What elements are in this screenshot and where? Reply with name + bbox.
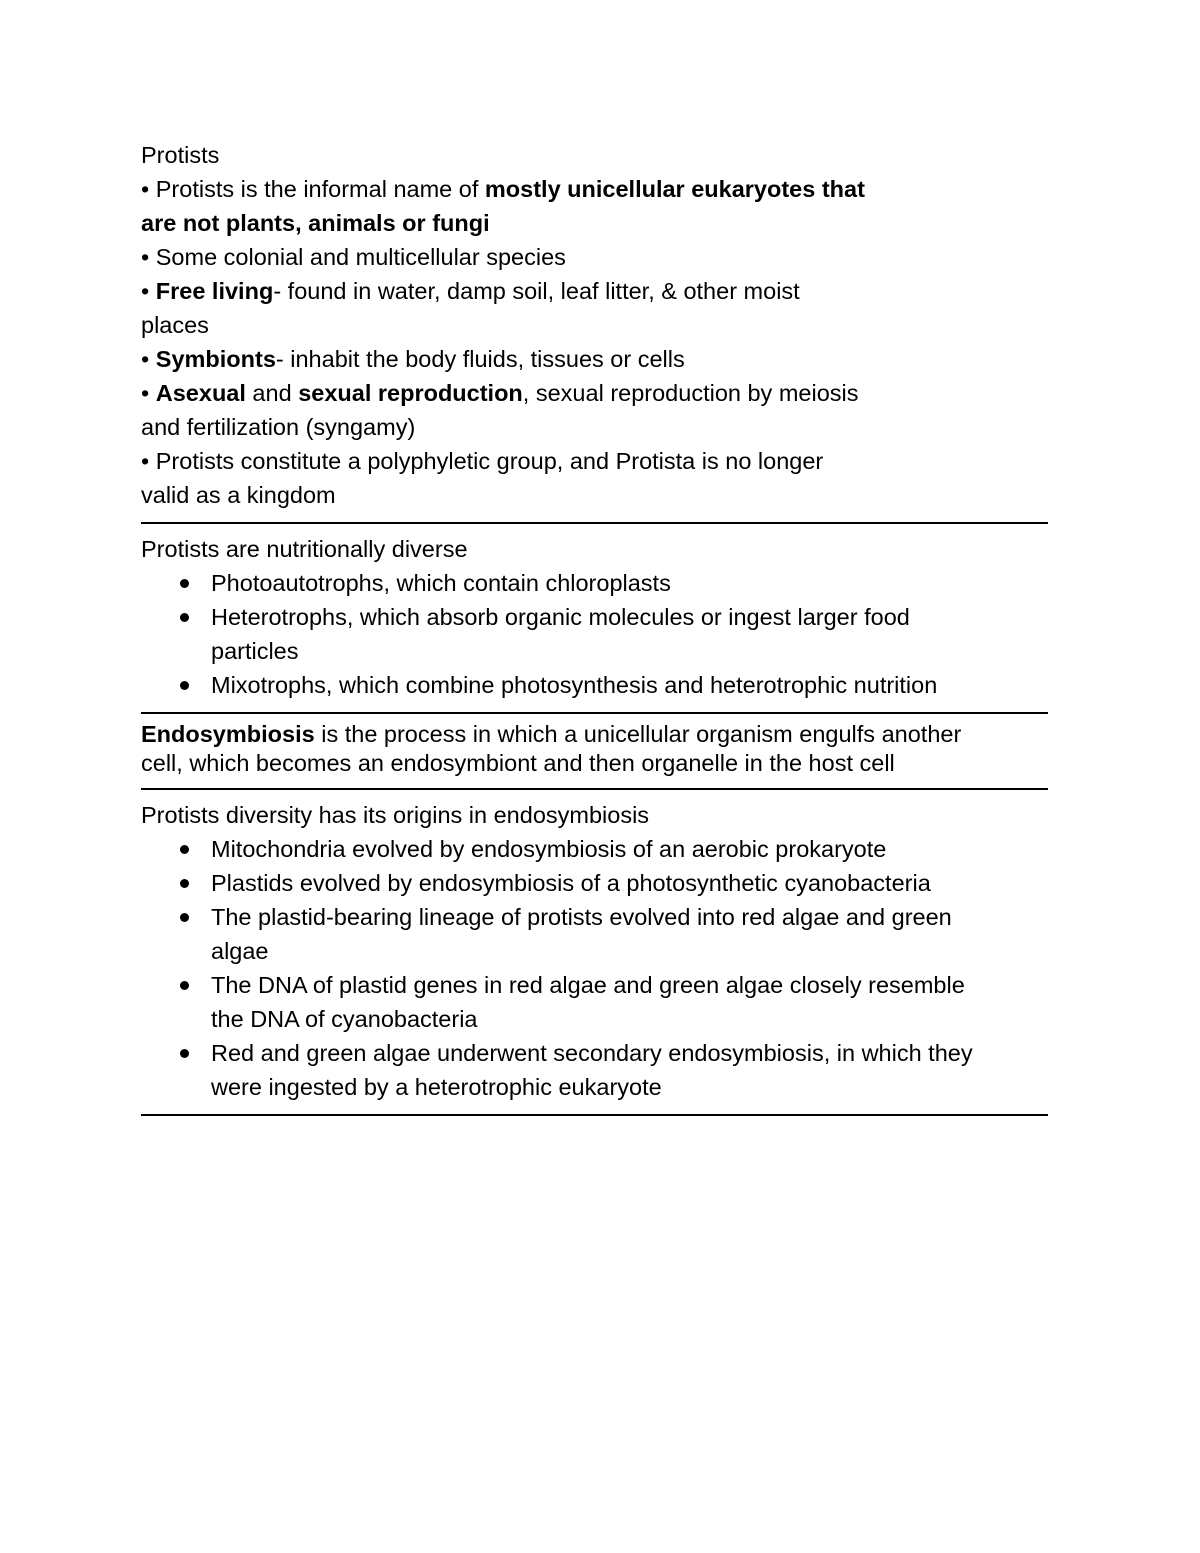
list-item-text: Mitochondria evolved by endosymbiosis of an aerobic prokaryote <box>211 836 887 862</box>
line-text: • <box>141 346 156 372</box>
horizontal-rule <box>141 1114 1048 1116</box>
list-item <box>141 968 1051 1036</box>
line-text: • Protists is the informal name of <box>141 176 485 202</box>
definition-line <box>141 749 1051 778</box>
list-item-text: particles <box>211 638 299 664</box>
line-bold-text: Symbionts <box>155 346 276 372</box>
bullet-icon <box>180 981 189 990</box>
line-bold-text: Asexual <box>155 380 246 406</box>
section-nutrition <box>141 532 1051 702</box>
section-diversity-origins <box>141 798 1051 1104</box>
definition-text: cell, which becomes an endosymbiont and then organelle in the host cell <box>141 750 895 776</box>
list-item-text: were ingested by a heterotrophic eukaryote <box>211 1074 662 1100</box>
definition-term: Endosymbiosis <box>141 721 315 747</box>
list-item <box>141 832 1051 866</box>
line-text: , sexual reproduction by meiosis <box>522 380 859 406</box>
list-item-text: Plastids evolved by endosymbiosis of a photosynthetic cyanobacteria <box>211 870 931 896</box>
bullet-icon <box>180 681 189 690</box>
section-heading: Protists <box>141 142 220 168</box>
line-bold-text: are not plants, animals or fungi <box>141 210 490 236</box>
list-item <box>141 1036 1051 1104</box>
line-text: • <box>141 278 156 304</box>
line-text: valid as a kingdom <box>141 482 336 508</box>
overview-line <box>141 274 1051 308</box>
overview-line <box>141 172 1051 206</box>
list-item-text: algae <box>211 938 269 964</box>
section-endosymbiosis-definition <box>141 720 1051 778</box>
overview-line <box>141 444 1051 478</box>
line-text: • Some colonial and multicellular species <box>141 244 566 270</box>
line-bold-text: Free living <box>155 278 274 304</box>
bullet-icon <box>180 913 189 922</box>
line-text: • Protists constitute a polyphyletic group, and Protista is no longer <box>141 448 824 474</box>
document-page <box>141 138 1051 1124</box>
bullet-icon <box>180 579 189 588</box>
section-heading: Protists are nutritionally diverse <box>141 536 468 562</box>
line-text: • <box>141 380 156 406</box>
list-item-text: The DNA of plastid genes in red algae and green algae closely resemble <box>211 972 965 998</box>
list-item <box>141 566 1051 600</box>
overview-line <box>141 342 1051 376</box>
overview-line <box>141 206 1051 240</box>
overview-line <box>141 478 1051 512</box>
bullet-icon <box>180 879 189 888</box>
overview-line <box>141 376 1051 410</box>
line-text: - inhabit the body fluids, tissues or cells <box>275 346 685 372</box>
overview-line <box>141 308 1051 342</box>
line-text: and <box>245 380 299 406</box>
horizontal-rule <box>141 712 1048 714</box>
bullet-list <box>141 566 1051 702</box>
definition-text: is the process in which a unicellular organism engulfs another <box>314 721 962 747</box>
overview-line <box>141 410 1051 444</box>
line-text: - found in water, damp soil, leaf litter, & other moist <box>273 278 800 304</box>
bullet-list <box>141 832 1051 1104</box>
list-item <box>141 900 1051 968</box>
list-item-text: Mixotrophs, which combine photosynthesis and heterotrophic nutrition <box>211 672 938 698</box>
definition-line <box>141 720 1051 749</box>
list-item-text: Heterotrophs, which absorb organic molecules or ingest larger food <box>211 604 910 630</box>
list-item-text: the DNA of cyanobacteria <box>211 1006 478 1032</box>
list-item-text: Photoautotrophs, which contain chloroplasts <box>211 570 671 596</box>
line-text: and fertilization (syngamy) <box>141 414 416 440</box>
overview-line <box>141 240 1051 274</box>
list-item-text: The plastid-bearing lineage of protists evolved into red algae and green <box>211 904 952 930</box>
list-item-text: Red and green algae underwent secondary endosymbiosis, in which they <box>211 1040 973 1066</box>
list-item <box>141 600 1051 668</box>
horizontal-rule <box>141 788 1048 790</box>
bullet-icon <box>180 613 189 622</box>
list-item <box>141 866 1051 900</box>
line-bold-text: sexual reproduction <box>298 380 523 406</box>
line-text: places <box>141 312 209 338</box>
list-item <box>141 668 1051 702</box>
bullet-icon <box>180 1049 189 1058</box>
horizontal-rule <box>141 522 1048 524</box>
line-bold-text: mostly unicellular eukaryotes that <box>484 176 865 202</box>
section-heading: Protists diversity has its origins in endosymbiosis <box>141 802 650 828</box>
bullet-icon <box>180 845 189 854</box>
section-protists-overview <box>141 138 1051 512</box>
